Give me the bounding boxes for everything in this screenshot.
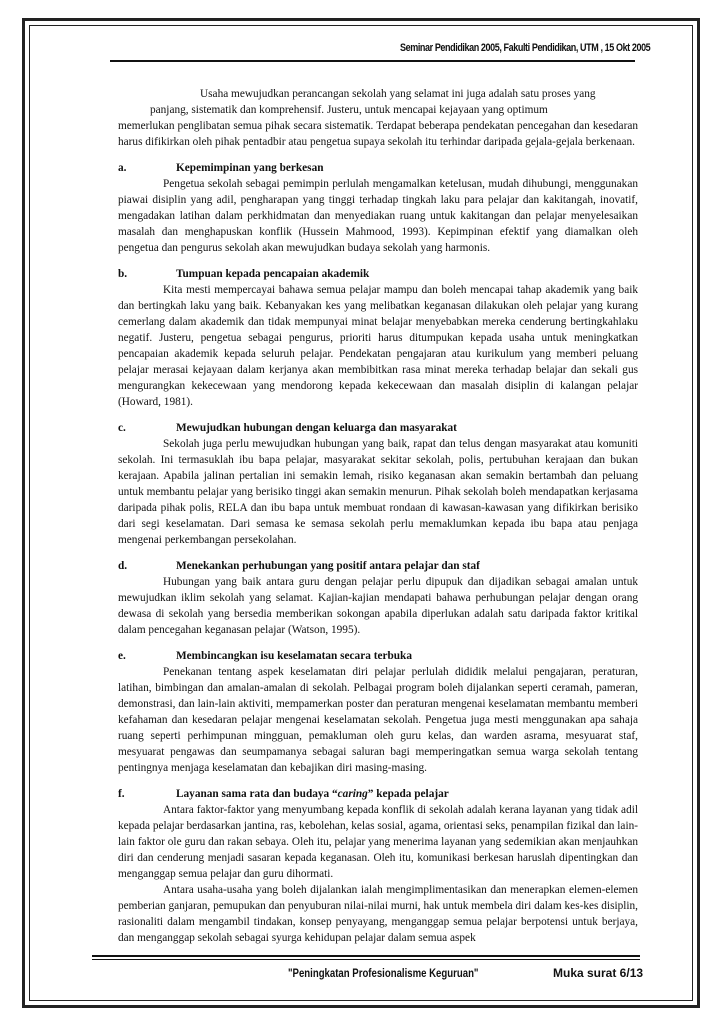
section-body: Hubungan yang baik antara guru dengan pelajar perlu dipupuk dan dijadikan sebagai amalan untuk mewujudkan iklim sekolah yang selamat. Kajian-kajian mendapati bahawa perhubungan pelajar dengan orang dewasa di sekolah yang bersedia memberikan sokongan apabila diperlukan adalah satu daripada faktor kritikal dalam pencegahan keganasan pelajar (Watson, 1995). <box>118 576 638 636</box>
intro-line-1: Usaha mewujudkan perancangan sekolah yang selamat ini juga adalah satu proses yang <box>200 88 596 100</box>
section-body: Penekanan tentang aspek keselamatan diri pelajar perlulah dididik melalui pengajaran, peraturan, latihan, bimbingan dan amalan-amalan di sekolah. Pelbagai program boleh dijalankan seperti ceramah, pameran, demonstrasi, dan lain-lain aktiviti, mempamerkan poster dan peraturan mengenai keselamatan membantu memberi kefahaman dan kesedaran pelajar mengenai keselamatan sekolah. Pengetua juga mesti menggunakan apa sahaja ruang seperti perhimpunan mingguan, pemakluman oleh guru kelas, dan warden asrama, mesyuarat staf, mesyuarat pengawas dan seumpamanya sebagai saluran bagi memperingatkan semua warga sekolah tentang pentingnya menjaga keselamatan dan kebajikan diri masing-masing. <box>118 666 638 774</box>
section-body: Sekolah juga perlu mewujudkan hubungan yang baik, rapat dan telus dengan masyarakat atau komuniti sekolah. Ini termasuklah ibu bapa pelajar, masyarakat sekitar sekolah, polis, pertubuhan kerajaan dan bukan kerajaan. Apabila jalinan pertalian ini semakin lemah, risiko keganasan akan semakin bertambah dan peluang untuk membantu pelajar yang berisiko tinggi akan semakin menurun. Pihak sekolah boleh mendapatkan kerjasama daripada pihak polis, RELA dan ibu bapa untuk membuat rondaan di kawasan-kawasan yang difikirkan berisiko dari segi keselamatan. Dari semasa ke semasa sekolah perlu memaklumkan kepada ibu bapa atau penjaga mengenai perkembangan persekolahan. <box>118 438 638 546</box>
page-header: Seminar Pendidikan 2005, Fakulti Pendidikan, UTM , 15 Okt 2005 <box>400 42 651 54</box>
section-letter: f. <box>118 788 125 800</box>
intro-line-2: panjang, sistematik dan komprehensif. Justeru, untuk mencapai kejayaan yang optimum <box>150 104 548 116</box>
footer-rule <box>92 955 640 957</box>
section-letter: a. <box>118 162 127 174</box>
section-title: Menekankan perhubungan yang positif antara pelajar dan staf <box>176 560 480 572</box>
section-e <box>118 648 638 776</box>
document-body <box>118 86 638 946</box>
closing-paragraph: Antara usaha-usaha yang boleh dijalankan ialah mengimplimentasikan dan menerapkan elemen-elemen pemberian ganjaran, pemupukan dan penyuburan nilai-nilai murni, hak untuk membela diri dalam kes-kes disiplin, rasionaliti dalam mengambil tindakan, konsep penyayang, menganggap semua pelajar berpotensi untuk berjaya, dan menganggap sekolah sebagai syurga kehidupan pelajar dalam semua aspek <box>118 884 638 944</box>
section-a <box>118 160 638 256</box>
section-body: Antara faktor-faktor yang menyumbang kepada konflik di sekolah adalah kerana layanan yang tidak adil kepada pelajar berdasarkan jantina, ras, kebolehan, kelas sosial, agama, orientasi seks, penampilan fizikal dan lain-lain faktor ole guru dan rakan sebaya. Oleh itu, pelajar yang menerima layanan yang sedemikian akan menjauhkan diri dan cenderung menjadi sasaran kepada keganasan. Oleh itu, komunikasi berkesan haruslah dipentingkan dan menganggap semua pelajar dan guru dihormati. <box>118 804 638 880</box>
footer-rule-thin <box>92 959 640 960</box>
section-title <box>176 786 638 802</box>
intro-paragraph: memerlukan penglibatan semua pihak secara sistematik. Terdapat beberapa pendekatan pencegahan dan kesedaran harus difikirkan oleh pihak pentadbir atau pengetua supaya sekolah itu terhindar daripada gejala-gejala berkenaan. <box>118 120 638 148</box>
section-body: Kita mesti mempercayai bahawa semua pelajar mampu dan boleh mencapai tahap akademik yang baik dan bertingkah laku yang baik. Kebanyakan kes yang melibatkan keganasan dilakukan oleh pelajar yang kurang cemerlang dalam akademik dan tidak mempunyai minat belajar menyebabkan mereka cenderung bertingkahlaku negatif. Justeru, pengetua sebagai pengurus, prioriti harus ditumpukan kepada usaha untuk meningkatkan pencapaian akademik kepada seluruh pelajar. Pendekatan pengajaran atau kurikulum yang memberi peluang pelajar merasai kejayaan dalam kerjanya akan membibitkan rasa minat mereka terhadap belajar dan sekali gus mengurangkan kekecewaan yang mendorong kepada kekecewaan dan masalah disiplin di kalangan pelajar (Howard, 1981). <box>118 284 638 408</box>
section-heading <box>118 420 638 436</box>
section-heading <box>118 786 638 802</box>
section-heading <box>118 558 638 574</box>
section-title: Kepemimpinan yang berkesan <box>176 162 324 174</box>
section-title: Mewujudkan hubungan dengan keluarga dan masyarakat <box>176 422 457 434</box>
section-b <box>118 266 638 410</box>
section-letter: b. <box>118 268 128 280</box>
footer-page-number: Muka surat 6/13 <box>553 966 644 980</box>
section-heading <box>118 266 638 282</box>
section-heading <box>118 648 638 664</box>
section-body: Pengetua sekolah sebagai pemimpin perlulah mengamalkan ketelusan, mudah dihubungi, menggunakan piawai disiplin yang adil, pengharapan yang tinggi terhadap tingkah laku para pelajar dan kakitangah, inovatif, mengadakan latihan dalam perkhidmatan dan menyediakan ruang untuk kakitangan dan pelajar menyelesaikan masalah dan menghapuskan konflik (Hussein Mahmood, 1993). Kepimpinan efektif yang diamalkan oleh pengetua dan pengurus sekolah akan mewujudkan budaya sekolah yang harmonis. <box>118 178 638 254</box>
section-title-post: ” kepada pelajar <box>367 788 449 800</box>
section-title: Membincangkan isu keselamatan secara terbuka <box>176 650 412 662</box>
section-title-emphasis: caring <box>337 788 368 800</box>
footer-title: "Peningkatan Profesionalisme Keguruan" <box>288 966 479 980</box>
header-rule <box>110 60 635 62</box>
section-d <box>118 558 638 638</box>
section-letter: c. <box>118 422 126 434</box>
section-c <box>118 420 638 548</box>
section-letter: d. <box>118 560 128 572</box>
section-title: Tumpuan kepada pencapaian akademik <box>176 268 370 280</box>
section-f <box>118 786 638 882</box>
section-title-pre: Layanan sama rata dan budaya “ <box>176 788 338 800</box>
section-heading <box>118 160 638 176</box>
section-letter: e. <box>118 650 126 662</box>
